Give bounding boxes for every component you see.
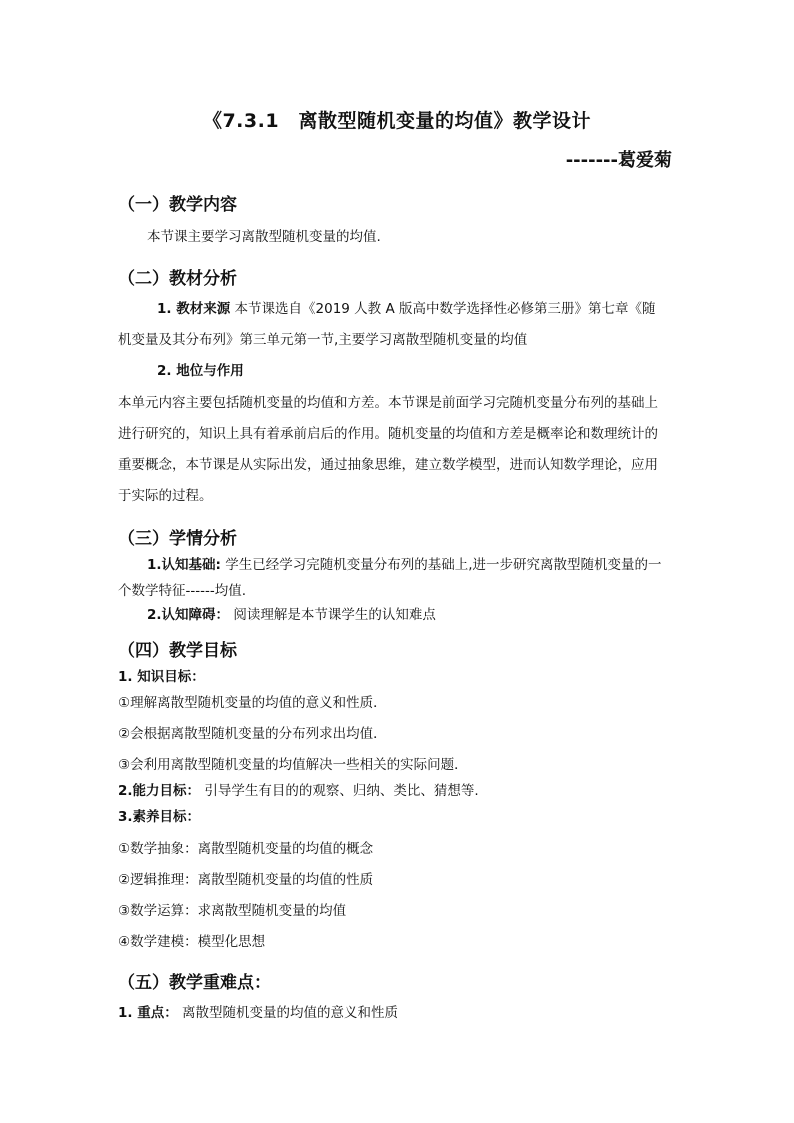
literacy-goal-item-4: ④数学建模：模型化思想 bbox=[118, 934, 266, 950]
cognitive-obstacle-text: 阅读理解是本节课学生的认知难点 bbox=[233, 607, 436, 623]
cognitive-basis-text-cont: 个数学特征------均值. bbox=[118, 583, 247, 599]
ability-goal-label: 2.能力目标： bbox=[118, 783, 201, 799]
position-role-line-3: 重要概念，本节课是从实际出发，通过抽象思维，建立数学模型，进而认知数学理论，应用 bbox=[118, 457, 658, 473]
textbook-source-text-cont: 机变量及其分布列》第三单元第一节,主要学习离散型随机变量的均值 bbox=[118, 332, 528, 348]
literacy-goal-label: 3.素养目标： bbox=[118, 809, 201, 825]
cognitive-obstacle-label: 2.认知障碍： bbox=[147, 607, 230, 623]
section-heading-4: （四）教学目标 bbox=[118, 641, 237, 661]
literacy-goal-item-1: ①数学抽象：离散型随机变量的均值的概念 bbox=[118, 841, 374, 857]
ability-goal-text: 引导学生有目的的观察、归纳、类比、猜想等. bbox=[204, 783, 479, 799]
textbook-source-line bbox=[157, 294, 656, 325]
section-heading-5: （五）教学重难点： bbox=[118, 973, 271, 993]
key-point-line bbox=[118, 998, 398, 1029]
section-heading-2: （二）教材分析 bbox=[118, 269, 237, 289]
textbook-source-text: 本节课选自《2019 人教 A 版高中数学选择性必修第三册》第七章《随 bbox=[234, 301, 656, 317]
cognitive-basis-label: 1.认知基础: bbox=[147, 557, 221, 573]
position-role-label: 2. 地位与作用 bbox=[157, 363, 244, 379]
section-1-text: 本节课主要学习离散型随机变量的均值. bbox=[147, 229, 381, 245]
section-heading-1: （一）教学内容 bbox=[118, 195, 237, 215]
literacy-goal-item-2: ②逻辑推理：离散型随机变量的均值的性质 bbox=[118, 872, 374, 888]
key-point-text: 离散型随机变量的均值的意义和性质 bbox=[182, 1005, 399, 1021]
document-title: 《7.3.1 离散型随机变量的均值》教学设计 bbox=[202, 110, 592, 132]
author-line: -------葛爱菊 bbox=[565, 150, 672, 171]
literacy-goal-item-3: ③数学运算：求离散型随机变量的均值 bbox=[118, 903, 347, 919]
section-heading-3: （三）学情分析 bbox=[118, 529, 237, 549]
position-role-line-2: 进行研究的，知识上具有着承前启后的作用。随机变量的均值和方差是概率论和数理统计的 bbox=[118, 426, 658, 442]
textbook-source-label: 1. 教材来源 bbox=[157, 301, 231, 317]
knowledge-goal-item-1: ①理解离散型随机变量的均值的意义和性质． bbox=[118, 695, 387, 711]
knowledge-goal-item-3: ③会利用离散型随机变量的均值解决一些相关的实际问题． bbox=[118, 757, 468, 773]
cognitive-basis-text: 学生已经学习完随机变量分布列的基础上,进一步研究离散型随机变量的一 bbox=[225, 557, 662, 573]
knowledge-goal-label: 1. 知识目标： bbox=[118, 669, 205, 685]
cognitive-obstacle-line bbox=[147, 600, 436, 631]
position-role-line-4: 于实际的过程。 bbox=[118, 488, 213, 504]
key-point-label: 1. 重点： bbox=[118, 1005, 178, 1021]
knowledge-goal-item-2: ②会根据离散型随机变量的分布列求出均值． bbox=[118, 726, 387, 742]
position-role-line-1: 本单元内容主要包括随机变量的均值和方差。本节课是前面学习完随机变量分布列的基础上 bbox=[118, 395, 658, 411]
